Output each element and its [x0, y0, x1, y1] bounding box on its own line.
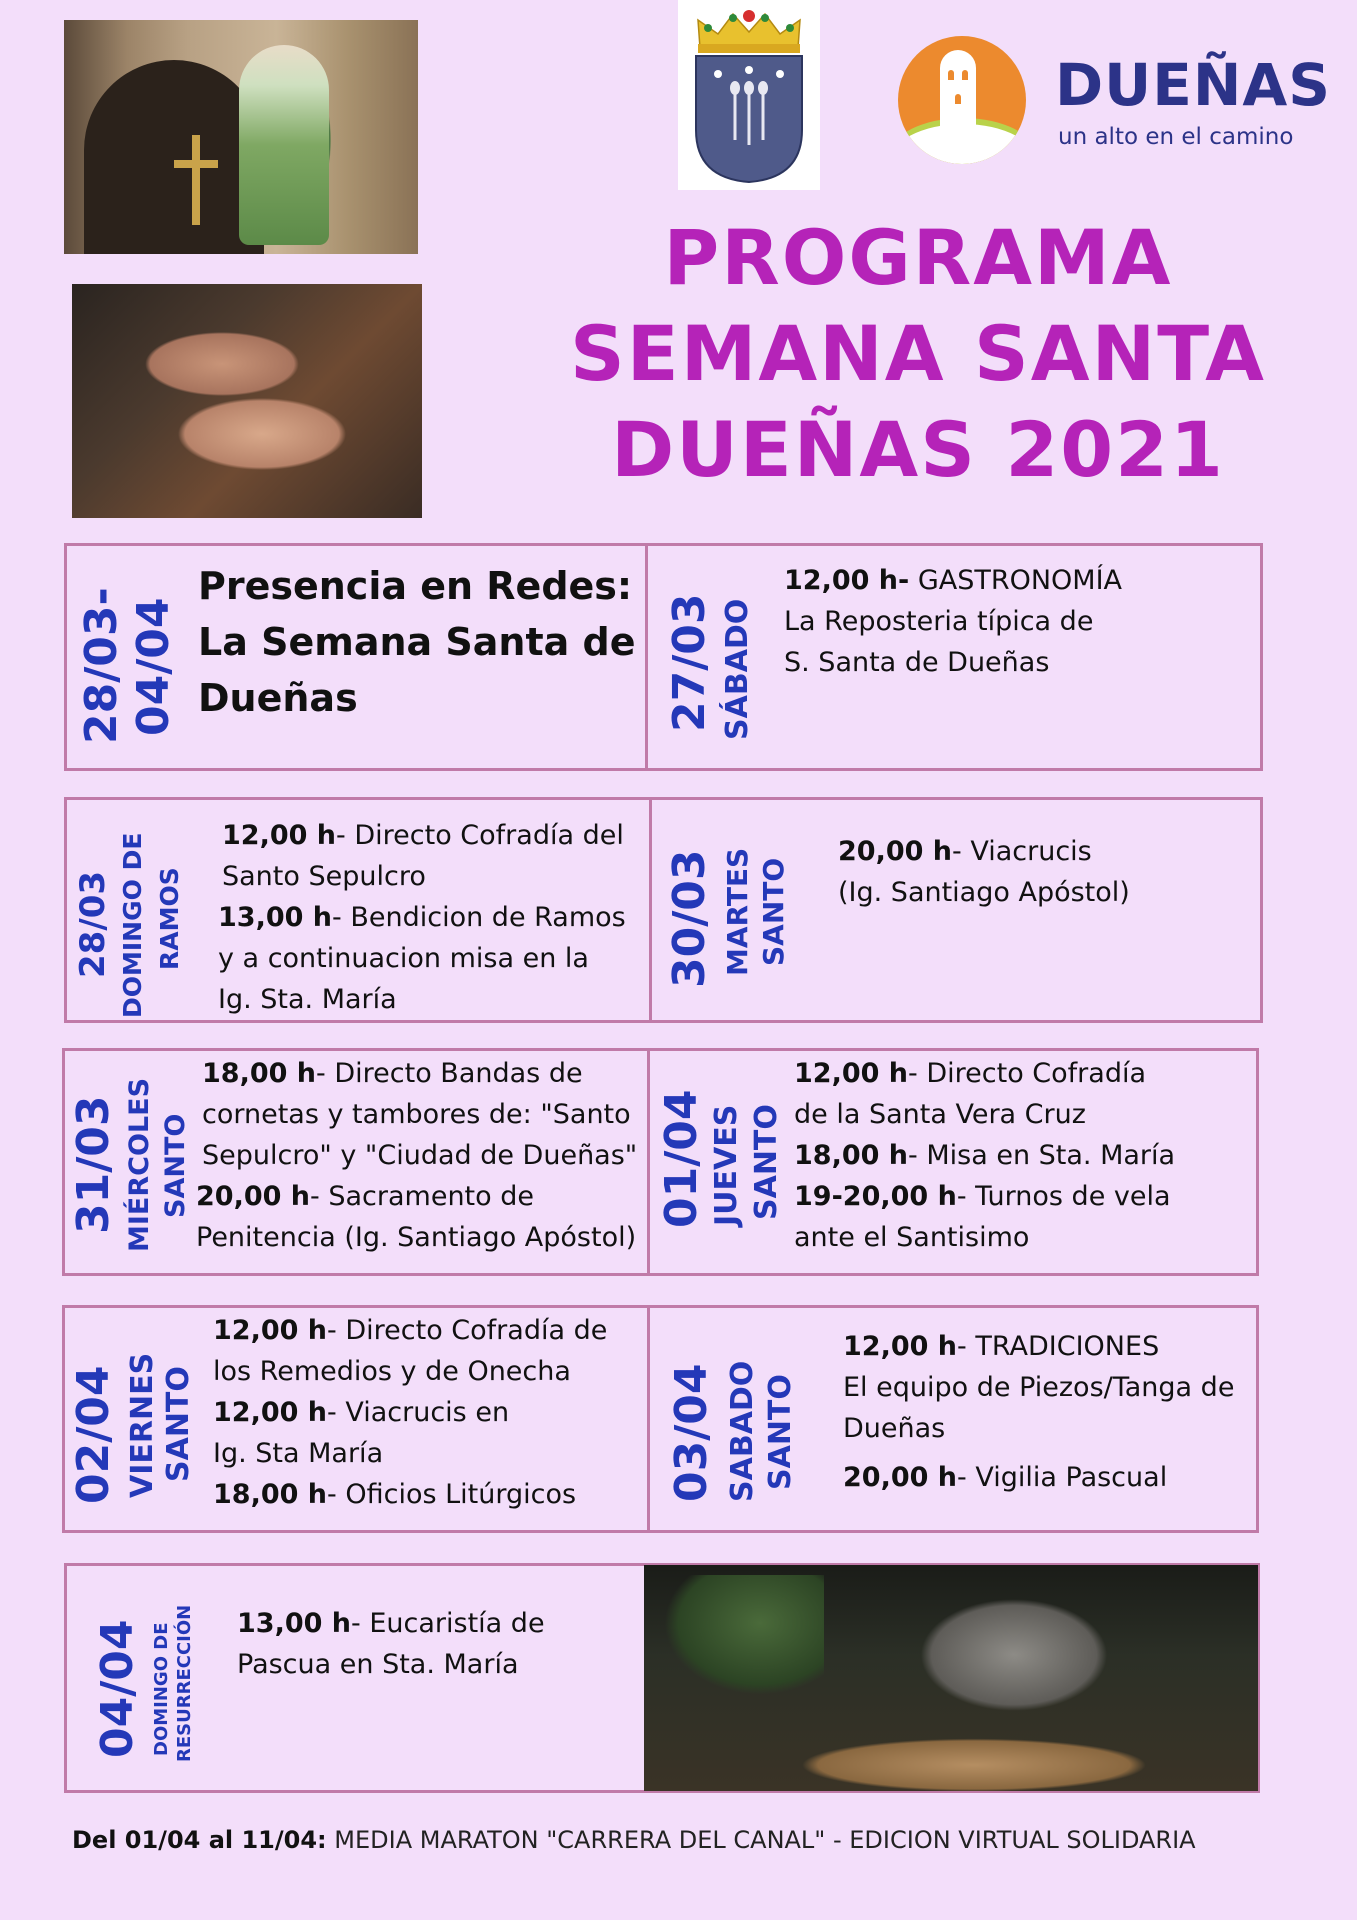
event-day: DOMINGO DE [118, 832, 147, 1018]
event-day: SABADO [725, 1360, 760, 1502]
event-day: SANTO [749, 1104, 784, 1220]
event-date: 31/03 [68, 1095, 119, 1234]
event-details: 12,00 h- GASTRONOMÍA La Reposteria típica de S. Santa de Dueñas [784, 565, 1123, 678]
event-day: MARTES [721, 847, 754, 976]
event-day: VIERNES [125, 1352, 160, 1498]
event-day: JUEVES [709, 1104, 744, 1226]
event-details: 20,00 h- Viacrucis (Ig. Santiago Apóstol) [838, 836, 1130, 908]
event-day: SANTO [757, 857, 790, 966]
event-day: SANTO [160, 1113, 191, 1218]
event-headline: Presencia en Redes: La Semana Santa de Dueñas [198, 564, 636, 720]
event-date: 03/04 [666, 1363, 717, 1502]
event-details: 12,00 h- Directo Cofradía del Santo Sepulcro 13,00 h- Bendicion de Ramos y a continuacion misa en la Ig. Sta. María [218, 820, 626, 1015]
event-day: DOMINGO DE [151, 1622, 172, 1756]
event-details: 12,00 h- Directo Cofradía de la Santa Vera Cruz 18,00 h- Misa en Sta. María 19-20,00 h- Turnos de vela ante el Santisimo [794, 1058, 1176, 1253]
event-date: 30/03 [664, 849, 715, 988]
event-day: RESURRECCIÓN [174, 1604, 195, 1762]
page-title: PROGRAMA SEMANA SANTA DUEÑAS 2021 [570, 213, 1266, 494]
footer-note: Del 01/04 al 11/04: MEDIA MARATON "CARRERA DEL CANAL" - EDICION VIRTUAL SOLIDARIA [72, 1826, 1196, 1854]
virgin-procession-photo [64, 20, 418, 254]
event-day: MIÉRCOLES [124, 1077, 155, 1252]
duenas-tower-logo [898, 36, 1026, 164]
event-date: 02/04 [68, 1365, 119, 1504]
event-date: 04/04 [128, 597, 179, 736]
event-details: 13,00 h- Eucaristía de Pascua en Sta. María [237, 1608, 545, 1680]
event-day: SANTO [763, 1374, 798, 1490]
event-details: 12,00 h- TRADICIONES El equipo de Piezos/Tanga de Dueñas 20,00 h- Vigilia Pascual [843, 1331, 1235, 1493]
event-date: 28/03 [73, 870, 113, 978]
event-details: 18,00 h- Directo Bandas de cornetas y tambores de: "Santo Sepulcro" y "Ciudad de Dueñas" 20,00 h- Sacramento de Penitencia (Ig. Santiago Apóstol) [196, 1058, 638, 1253]
reclining-christ-sculpture-photo [644, 1565, 1258, 1791]
event-details: 12,00 h- Directo Cofradía de los Remedios y de Onecha 12,00 h- Viacrucis en Ig. Sta María 18,00 h- Oficios Litúrgicos [213, 1315, 608, 1510]
event-date: 04/04 [92, 1619, 143, 1758]
brand-tagline: un alto en el camino [1058, 124, 1294, 150]
event-date: 27/03 [664, 593, 715, 732]
brand-name: DUEÑAS [1055, 51, 1332, 119]
event-day: SANTO [161, 1366, 196, 1482]
event-day: SÁBADO [720, 598, 755, 740]
event-date: 01/04 [656, 1089, 707, 1228]
bound-hands-sculpture-photo [72, 284, 422, 518]
event-date: 28/03- [76, 587, 127, 744]
event-day: RAMOS [155, 867, 184, 970]
coat-of-arms-logo [678, 0, 820, 190]
